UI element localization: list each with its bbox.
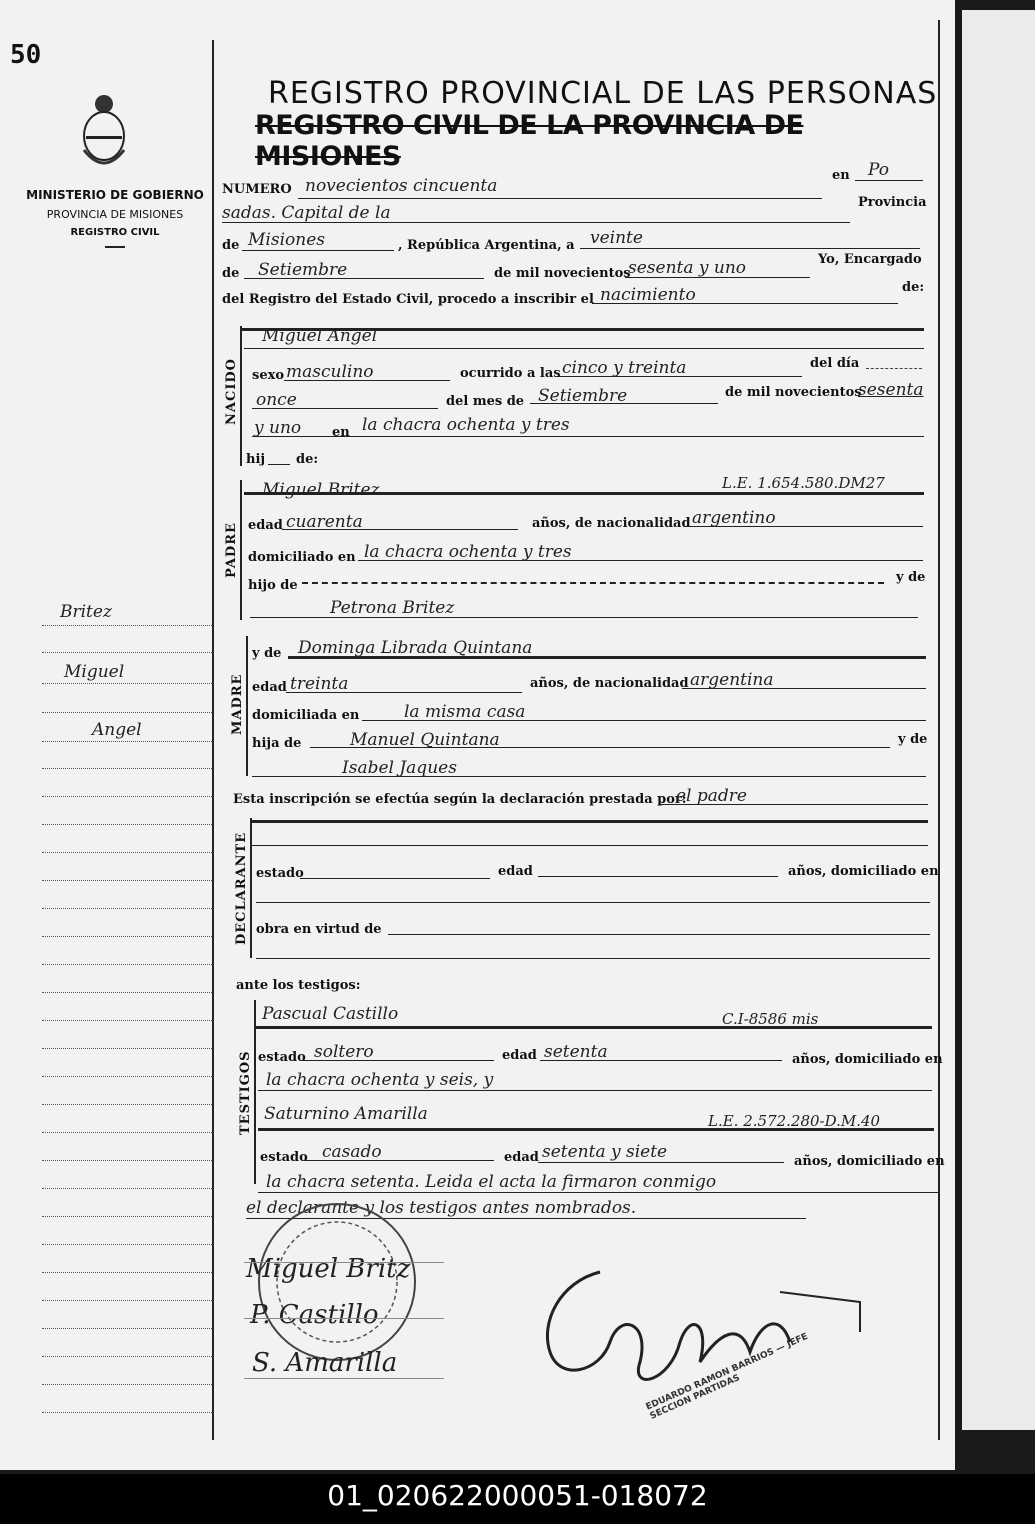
ante-testigos-label: ante los testigos:: [236, 978, 361, 993]
testigo2-edad-label: edad: [504, 1150, 539, 1165]
ministry-line3: REGISTRO CIVIL: [70, 227, 160, 238]
del-dia-label: del día: [810, 356, 860, 371]
ministry-line1: MINISTERIO DE GOBIERNO: [26, 188, 204, 202]
declaration-value: el padre: [676, 786, 747, 806]
declarante-section-label: DECLARANTE: [234, 831, 249, 945]
ministry-header: [20, 188, 210, 248]
margin-border: [212, 40, 214, 1440]
testigo2-estado: casado: [322, 1142, 382, 1162]
mil-label: de mil novecientos: [725, 385, 862, 400]
signature-2: P. Castillo: [250, 1300, 379, 1330]
signature-3: S. Amarilla: [252, 1348, 398, 1378]
hij-label: hij: [246, 452, 266, 467]
testigo1-doc: C.I-8586 mis: [722, 1010, 819, 1028]
padre-dom-value: la chacra ochenta y tres: [364, 542, 572, 562]
padre-mother-value: Petrona Britez: [330, 598, 455, 618]
provincia-label: Provincia: [858, 195, 927, 210]
official-stamp: EDUARDO RAMON BARRIOS — JEFE SECCION PARTIDAS: [644, 1331, 810, 1422]
hij-de-label: de:: [296, 452, 319, 467]
madre-hija-label: hija de: [252, 736, 302, 751]
padre-document: L.E. 1.654.580.DM27: [722, 474, 885, 492]
year-text: de mil novecientos: [494, 266, 631, 281]
numero-label: NUMERO: [222, 182, 292, 197]
madre-name: Dominga Librada Quintana: [298, 638, 533, 658]
padre-edad-value: cuarenta: [286, 512, 363, 532]
sexo-value: masculino: [286, 362, 374, 382]
padre-hijo-label: hijo de: [248, 578, 298, 593]
testigo2-dom: la chacra setenta. Leida el acta la firmaron conmigo: [266, 1172, 717, 1192]
adjacent-page: [962, 10, 1035, 1430]
mes-value: Setiembre: [538, 386, 628, 406]
testigos-section-label: TESTIGOS: [238, 1050, 253, 1135]
hour-value: cinco y treinta: [562, 358, 687, 378]
padre-name: Miguel Britez: [262, 480, 380, 500]
signature-1: Miguel Britz: [246, 1254, 411, 1284]
registro-text: del Registro del Estado Civil, procedo a inscribir el: [222, 292, 594, 307]
testigo1-name: Pascual Castillo: [262, 1004, 399, 1024]
del-mes-label: del mes de: [446, 394, 525, 409]
madre-nac-label: años, de nacionalidad: [530, 676, 689, 691]
testigo1-edad-label: edad: [502, 1048, 537, 1063]
republica-text: , República Argentina, a: [398, 238, 575, 253]
nacido-section-label: NACIDO: [224, 358, 239, 425]
testigo1-dom: la chacra ochenta y seis, y: [266, 1070, 494, 1090]
padre-edad-label: edad: [248, 518, 283, 533]
testigo2-dom-label: años, domiciliado en: [794, 1154, 945, 1169]
testigo2-doc: L.E. 2.572.280-D.M.40: [708, 1112, 881, 1130]
encargado-text: Yo, Encargado: [818, 252, 922, 267]
margin-first-name: Miguel: [64, 662, 125, 682]
testigo1-dom-label: años, domiciliado en: [792, 1052, 943, 1067]
madre-edad-value: treinta: [290, 674, 349, 694]
madre-nac-value: argentina: [690, 670, 774, 690]
madre-father-value: Manuel Quintana: [350, 730, 500, 750]
coat-of-arms-icon: [78, 90, 130, 172]
footer-code: 01_020622000051-018072: [0, 1474, 1035, 1524]
padre-y-de: y de: [896, 570, 926, 585]
day-value: veinte: [590, 228, 643, 248]
testigo2-estado-label: estado: [260, 1150, 308, 1165]
testigo1-estado-label: estado: [258, 1050, 306, 1065]
registry-title: REGISTRO PROVINCIAL DE LAS PERSONAS: [268, 76, 938, 111]
padre-nac-label: años, de nacionalidad: [532, 516, 691, 531]
madre-y-de-2: y de: [898, 732, 928, 747]
declarante-estado-label: estado: [256, 866, 304, 881]
ministry-line2: PROVINCIA DE MISIONES: [46, 208, 184, 221]
declarante-dom-label: años, domiciliado en: [788, 864, 939, 879]
margin-surname: Britez: [60, 602, 112, 622]
madre-y-de: y de: [252, 646, 282, 661]
madre-edad-label: edad: [252, 680, 287, 695]
colon-de: de:: [902, 280, 925, 295]
padre-nac-value: argentino: [692, 508, 776, 528]
de-label-2: de: [222, 266, 240, 281]
sexo-label: sexo: [252, 368, 285, 383]
page-number: 50: [10, 40, 42, 70]
nacido-year-value-1: sesenta: [858, 380, 924, 400]
nacido-place-value: la chacra ochenta y tres: [362, 415, 570, 435]
madre-dom-label: domiciliada en: [252, 708, 360, 723]
struck-registry-title: REGISTRO CIVIL DE LA PROVINCIA DE MISIONES: [255, 110, 804, 172]
testigo1-edad: setenta: [544, 1042, 608, 1062]
madre-dom-value: la misma casa: [404, 702, 526, 722]
de-label: de: [222, 238, 240, 253]
en-value: Po: [868, 160, 889, 180]
place-value: sadas. Capital de la: [222, 203, 391, 223]
declarante-edad-label: edad: [498, 864, 533, 879]
testigo1-estado: soltero: [314, 1042, 374, 1062]
year-value: sesenta y uno: [628, 258, 747, 278]
declarante-obra-label: obra en virtud de: [256, 922, 382, 937]
testigo2-name: Saturnino Amarilla: [264, 1104, 428, 1124]
madre-mother-value: Isabel Jaques: [342, 758, 457, 778]
margin-second-name: Angel: [92, 720, 142, 740]
nacido-name: Miguel Angel: [262, 326, 378, 346]
ocurrido-label: ocurrido a las: [460, 366, 561, 381]
month-value: Setiembre: [258, 260, 348, 280]
closing-text: el declarante y los testigos antes nombrados.: [246, 1198, 637, 1218]
act-value: nacimiento: [600, 285, 696, 305]
right-border: [938, 20, 940, 1440]
padre-section-label: PADRE: [224, 522, 239, 578]
numero-value: novecientos cincuenta: [305, 176, 498, 196]
dia-value: once: [256, 390, 297, 410]
en-label: en: [832, 168, 850, 183]
declaration-text: Esta inscripción se efectúa según la declaración prestada por:: [233, 792, 687, 807]
nacido-en-label: en: [332, 425, 350, 440]
nacido-year-value-2: y uno: [254, 418, 302, 438]
padre-dom-label: domiciliado en: [248, 550, 356, 565]
madre-section-label: MADRE: [230, 673, 245, 735]
province-value: Misiones: [248, 230, 325, 250]
testigo2-edad: setenta y siete: [542, 1142, 668, 1162]
